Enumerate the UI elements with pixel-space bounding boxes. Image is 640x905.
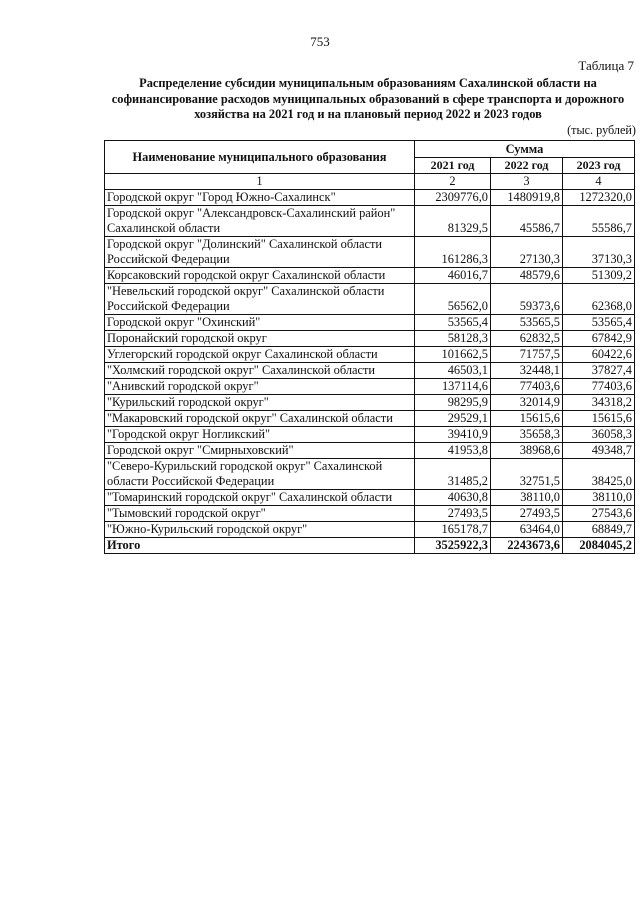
amount-2023: 37130,3 — [563, 237, 635, 268]
amount-2023: 67842,9 — [563, 331, 635, 347]
amount-2023: 53565,4 — [563, 315, 635, 331]
header-year-2023: 2023 год — [563, 158, 635, 174]
amount-2021: 58128,3 — [415, 331, 491, 347]
amount-2022: 38110,0 — [491, 490, 563, 506]
municipality-name: "Городской округ Ногликский" — [105, 427, 415, 443]
column-index: 1 — [105, 174, 415, 190]
amount-2022: 32014,9 — [491, 395, 563, 411]
table-row — [105, 284, 635, 315]
amount-2021: 81329,5 — [415, 206, 491, 237]
header-year-2021: 2021 год — [415, 158, 491, 174]
table-row — [105, 379, 635, 395]
amount-2023: 38110,0 — [563, 490, 635, 506]
table-row — [105, 190, 635, 206]
total-row — [105, 538, 635, 554]
amount-2022: 15615,6 — [491, 411, 563, 427]
table-row — [105, 268, 635, 284]
municipality-name: "Курильский городской округ" — [105, 395, 415, 411]
municipality-name: Корсаковский городской округ Сахалинской области — [105, 268, 415, 284]
page-number: 753 — [310, 34, 330, 49]
municipality-name: Поронайский городской округ — [105, 331, 415, 347]
units-label: (тыс. рублей) — [567, 123, 636, 137]
table-row — [105, 395, 635, 411]
table-row — [105, 411, 635, 427]
amount-2021: 137114,6 — [415, 379, 491, 395]
amount-2022: 27130,3 — [491, 237, 563, 268]
municipality-name: Углегорский городской округ Сахалинской области — [105, 347, 415, 363]
amount-2021: 41953,8 — [415, 443, 491, 459]
column-index: 2 — [415, 174, 491, 190]
document-title: Распределение субсидии муниципальным образованиям Сахалинской области на софинансирование расходов муниципальных образований в сфере транспорта и дорожного хозяйства на 2021 год и на плановый период 2022 и 2023 годов — [111, 76, 625, 121]
municipality-name: "Южно-Курильский городской округ" — [105, 522, 415, 538]
municipality-name: "Северо-Курильский городской округ" Сахалинской области Российской Федерации — [105, 459, 415, 490]
table-row — [105, 522, 635, 538]
municipality-name: Городской округ "Охинский" — [105, 315, 415, 331]
table-row — [105, 331, 635, 347]
table-row — [105, 459, 635, 490]
amount-2022: 35658,3 — [491, 427, 563, 443]
column-index: 3 — [491, 174, 563, 190]
amount-2023: 62368,0 — [563, 284, 635, 315]
amount-2022: 1480919,8 — [491, 190, 563, 206]
amount-2022: 53565,5 — [491, 315, 563, 331]
amount-2022: 62832,5 — [491, 331, 563, 347]
amount-2022: 48579,6 — [491, 268, 563, 284]
municipality-name: Городской округ "Город Южно-Сахалинск" — [105, 190, 415, 206]
header-sum: Сумма — [415, 141, 635, 158]
amount-2021: 46016,7 — [415, 268, 491, 284]
table-row — [105, 206, 635, 237]
amount-2023: 1272320,0 — [563, 190, 635, 206]
total-label: Итого — [105, 538, 415, 554]
amount-2021: 53565,4 — [415, 315, 491, 331]
table-row — [105, 427, 635, 443]
amount-2023: 27543,6 — [563, 506, 635, 522]
table-label: Таблица 7 — [578, 58, 634, 73]
amount-2022: 59373,6 — [491, 284, 563, 315]
amount-2023: 77403,6 — [563, 379, 635, 395]
municipality-name: "Анивский городской округ" — [105, 379, 415, 395]
amount-2023: 36058,3 — [563, 427, 635, 443]
subsidy-table — [104, 140, 635, 554]
amount-2023: 68849,7 — [563, 522, 635, 538]
table-row — [105, 363, 635, 379]
table-row — [105, 490, 635, 506]
amount-2021: 56562,0 — [415, 284, 491, 315]
amount-2021: 46503,1 — [415, 363, 491, 379]
amount-2022: 32448,1 — [491, 363, 563, 379]
amount-2023: 60422,6 — [563, 347, 635, 363]
municipality-name: "Тымовский городской округ" — [105, 506, 415, 522]
header-name: Наименование муниципального образования — [105, 141, 415, 174]
municipality-name: "Томаринский городской округ" Сахалинской области — [105, 490, 415, 506]
amount-2021: 40630,8 — [415, 490, 491, 506]
amount-2022: 27493,5 — [491, 506, 563, 522]
amount-2022: 63464,0 — [491, 522, 563, 538]
amount-2021: 165178,7 — [415, 522, 491, 538]
total-2021: 3525922,3 — [415, 538, 491, 554]
municipality-name: Городской округ "Долинский" Сахалинской области Российской Федерации — [105, 237, 415, 268]
municipality-name: "Невельский городской округ" Сахалинской области Российской Федерации — [105, 284, 415, 315]
header-year-2022: 2022 год — [491, 158, 563, 174]
amount-2021: 31485,2 — [415, 459, 491, 490]
amount-2021: 161286,3 — [415, 237, 491, 268]
amount-2023: 51309,2 — [563, 268, 635, 284]
municipality-name: Городской округ "Смирныховский" — [105, 443, 415, 459]
amount-2023: 15615,6 — [563, 411, 635, 427]
total-2022: 2243673,6 — [491, 538, 563, 554]
municipality-name: "Макаровский городской округ" Сахалинской области — [105, 411, 415, 427]
amount-2023: 38425,0 — [563, 459, 635, 490]
amount-2023: 37827,4 — [563, 363, 635, 379]
amount-2023: 55586,7 — [563, 206, 635, 237]
table-row — [105, 347, 635, 363]
total-2023: 2084045,2 — [563, 538, 635, 554]
amount-2023: 34318,2 — [563, 395, 635, 411]
amount-2021: 98295,9 — [415, 395, 491, 411]
amount-2021: 27493,5 — [415, 506, 491, 522]
table-row — [105, 315, 635, 331]
amount-2022: 38968,6 — [491, 443, 563, 459]
municipality-name: Городской округ "Александровск-Сахалинский район" Сахалинской области — [105, 206, 415, 237]
column-index: 4 — [563, 174, 635, 190]
municipality-name: "Холмский городской округ" Сахалинской области — [105, 363, 415, 379]
amount-2022: 32751,5 — [491, 459, 563, 490]
amount-2021: 101662,5 — [415, 347, 491, 363]
table-row — [105, 506, 635, 522]
table-row — [105, 237, 635, 268]
amount-2021: 2309776,0 — [415, 190, 491, 206]
amount-2022: 45586,7 — [491, 206, 563, 237]
amount-2022: 77403,6 — [491, 379, 563, 395]
table-row — [105, 443, 635, 459]
amount-2023: 49348,7 — [563, 443, 635, 459]
amount-2021: 29529,1 — [415, 411, 491, 427]
table-body — [105, 190, 635, 554]
amount-2022: 71757,5 — [491, 347, 563, 363]
amount-2021: 39410,9 — [415, 427, 491, 443]
